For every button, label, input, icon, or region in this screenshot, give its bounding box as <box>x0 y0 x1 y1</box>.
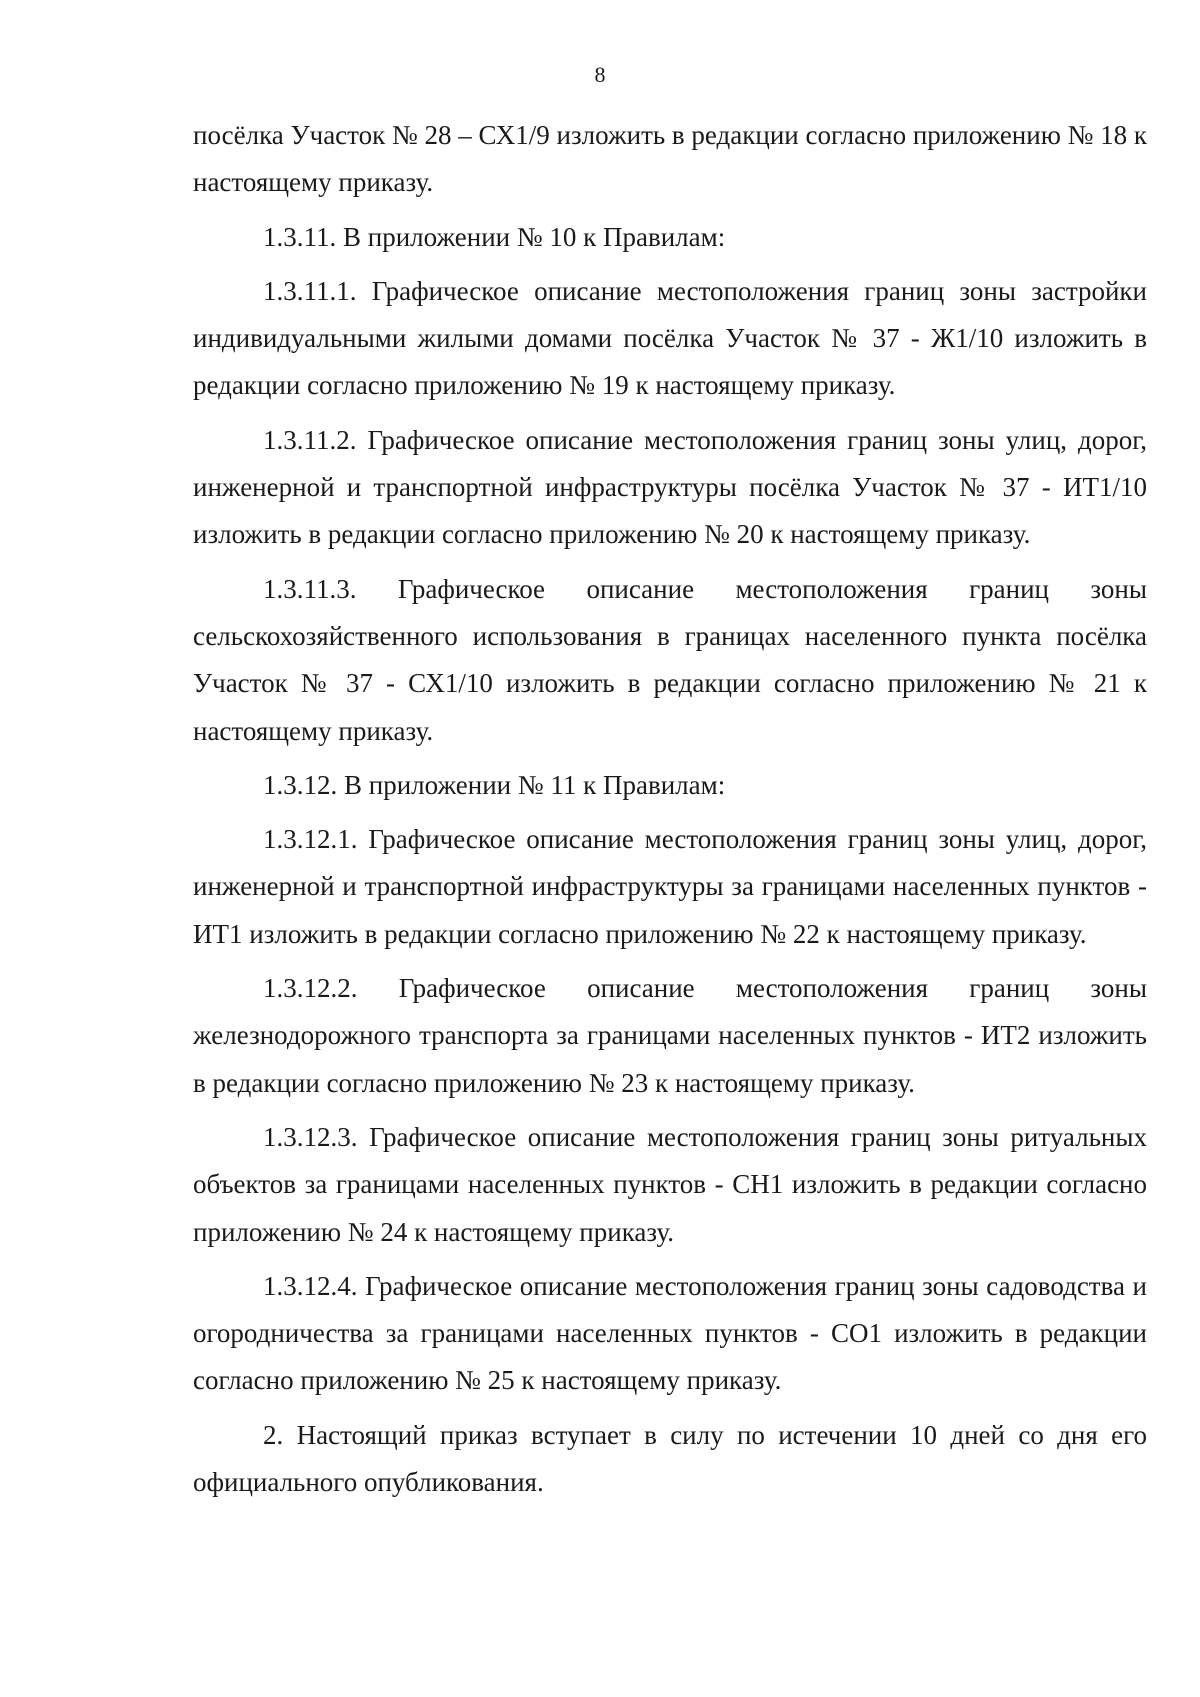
paragraph-1-3-12: 1.3.12. В приложении № 11 к Правилам: <box>263 769 726 800</box>
page-number: 8 <box>594 62 606 87</box>
paragraph-1-3-12-3: 1.3.12.3. Графическое описание местоположения границ зоны ритуальных объектов за границами населенных пунктов - СН1 изложить в редакции согласно приложению № 24 к настоящему приказу. <box>193 1121 1147 1247</box>
paragraph-1-3-11: 1.3.11. В приложении № 10 к Правилам: <box>263 221 726 252</box>
paragraph-1-3-11-1: 1.3.11.1. Графическое описание местоположения границ зоны застройки индивидуальными жилыми домами посёлка Участок № 37 - Ж1/10 изложить в редакции согласно приложению № 19 к настоящему приказу. <box>193 275 1147 401</box>
paragraph-1-3-12-4: 1.3.12.4. Графическое описание местоположения границ зоны садоводства и огородничества за границами населенных пунктов - СО1 изложить в редакции согласно приложению № 25 к настоящему приказу. <box>193 1270 1147 1396</box>
paragraph-1-3-11-2: 1.3.11.2. Графическое описание местоположения границ зоны улиц, дорог, инженерной и транспортной инфраструктуры посёлка Участок № 37 - ИТ1/10 изложить в редакции согласно приложению № 20 к настоящему приказу. <box>193 424 1147 550</box>
paragraph-2: 2. Настоящий приказ вступает в силу по истечении 10 дней со дня его официального опубликования. <box>193 1419 1147 1498</box>
paragraph-1-3-12-2: 1.3.12.2. Графическое описание местоположения границ зоны железнодорожного транспорта за границами населенных пунктов - ИТ2 изложить в редакции согласно приложению № 23 к настоящему приказу. <box>193 973 1147 1098</box>
paragraph-continuation: посёлка Участок № 28 – СХ1/9 изложить в редакции согласно приложению № 18 к настоящему приказу. <box>193 120 1148 198</box>
document-body <box>193 112 1147 1506</box>
paragraph-1-3-11-3: 1.3.11.3. Графическое описание местоположения границ зоны сельскохозяйственного использования в границах населенного пункта посёлка Участок № 37 - СХ1/10 изложить в редакции согласно приложению № 21 к настоящему приказу. <box>193 573 1147 746</box>
paragraph-1-3-12-1: 1.3.12.1. Графическое описание местоположения границ зоны улиц, дорог, инженерной и транспортной инфраструктуры за границами населенных пунктов - ИТ1 изложить в редакции согласно приложению № 22 к настоящему приказу. <box>193 824 1147 949</box>
